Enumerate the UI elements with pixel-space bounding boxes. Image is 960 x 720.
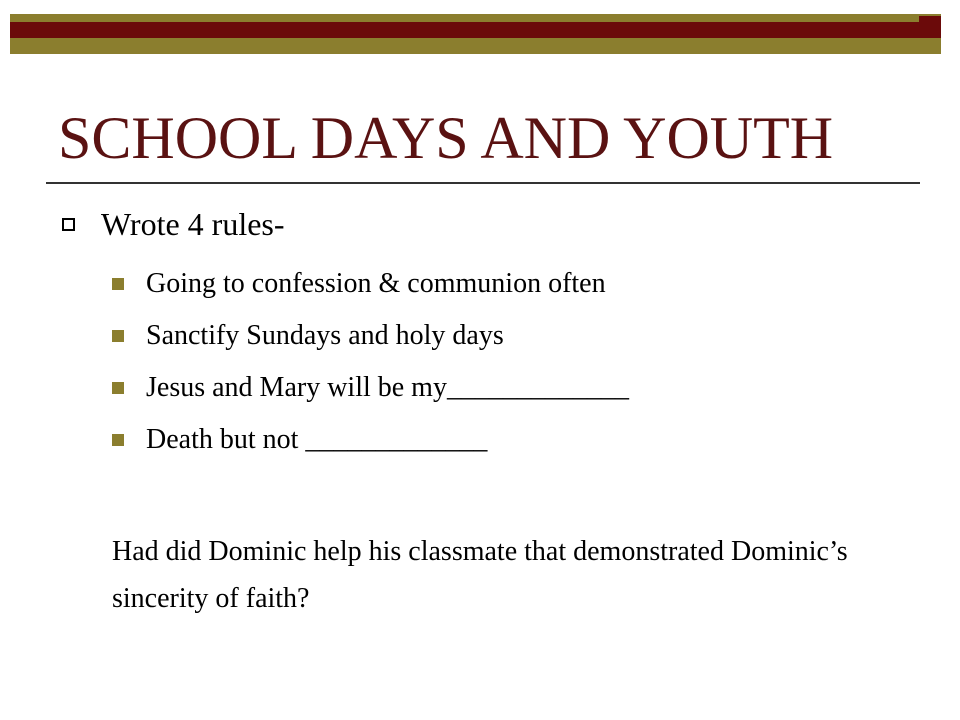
square-bullet-icon xyxy=(112,434,124,446)
rule-item xyxy=(112,314,629,366)
top-right-corner-square-lower xyxy=(919,40,941,54)
rule-text: Death but not _____________ xyxy=(146,424,488,455)
top-right-corner-square xyxy=(919,16,941,38)
square-bullet-icon xyxy=(112,278,124,290)
hollow-square-bullet-icon xyxy=(62,218,75,231)
rule-item xyxy=(112,366,629,418)
rule-text: Going to confession & communion often xyxy=(146,268,606,299)
main-bullet-text: Wrote 4 rules- xyxy=(101,206,285,242)
square-bullet-icon xyxy=(112,330,124,342)
main-bullet xyxy=(62,206,285,243)
rules-list xyxy=(112,262,629,470)
rule-text: Sanctify Sundays and holy days xyxy=(146,320,504,351)
square-bullet-icon xyxy=(112,382,124,394)
title-underline-rule xyxy=(46,182,920,184)
discussion-question: Had did Dominic help his classmate that demonstrated Dominic’s sincerity of faith? xyxy=(112,536,848,614)
rule-item xyxy=(112,418,629,470)
rule-item xyxy=(112,262,629,314)
slide-title: SCHOOL DAYS AND YOUTH xyxy=(58,105,834,171)
rule-text: Jesus and Mary will be my_____________ xyxy=(146,372,629,403)
top-bar-maroon-strip xyxy=(10,22,941,38)
top-decorative-bar xyxy=(10,14,941,54)
